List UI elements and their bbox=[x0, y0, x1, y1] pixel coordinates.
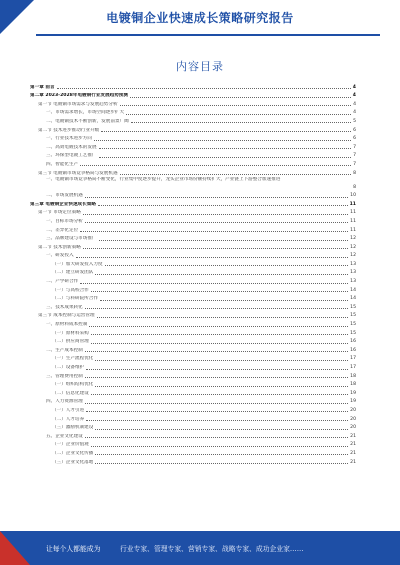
toc-entry-page: 20 bbox=[350, 425, 356, 431]
toc-dot-leader bbox=[89, 326, 348, 327]
toc-entry[interactable] bbox=[30, 151, 356, 160]
toc-entry[interactable] bbox=[30, 388, 356, 397]
toc-entry[interactable] bbox=[30, 457, 356, 466]
toc-entry-label: 第三章 电镀铜企业快速成长策略 bbox=[30, 201, 96, 207]
toc-dot-leader bbox=[85, 308, 348, 309]
toc-entry[interactable] bbox=[30, 259, 356, 268]
toc-dot-leader bbox=[120, 105, 352, 106]
toc-dot-leader bbox=[105, 265, 349, 266]
toc-dot-leader bbox=[76, 257, 349, 258]
toc-entry-page: 12 bbox=[350, 253, 356, 259]
toc-entry-page: 13 bbox=[350, 279, 356, 285]
toc-dot-leader bbox=[95, 463, 348, 464]
toc-dot-leader bbox=[91, 291, 348, 292]
toc-entry-page: 6 bbox=[353, 136, 356, 142]
toc-dot-leader bbox=[126, 114, 351, 115]
toc-entry[interactable] bbox=[30, 285, 356, 294]
toc-entry-label: 三、环保型电镀工艺推广 bbox=[46, 153, 97, 159]
toc-entry[interactable] bbox=[30, 216, 356, 225]
toc-dot-leader bbox=[91, 394, 348, 395]
toc-entry-label: 一、目标市场分析 bbox=[46, 218, 83, 224]
toc-dot-leader bbox=[83, 248, 348, 249]
toc-entry[interactable] bbox=[30, 328, 356, 337]
toc-entry-label: 一、研发投入 bbox=[46, 253, 74, 259]
toc-entry-page: 20 bbox=[350, 416, 356, 422]
toc-entry[interactable] bbox=[30, 116, 356, 125]
toc-entry-page: 18 bbox=[350, 382, 356, 388]
toc-entry-label: 三、技术成果转化 bbox=[46, 304, 83, 310]
toc-entry-label: 三、品牌建设与市场推广 bbox=[46, 236, 97, 242]
toc-dot-leader bbox=[95, 274, 348, 275]
toc-entry-page: 8 bbox=[353, 184, 356, 190]
toc-entry[interactable] bbox=[30, 208, 356, 217]
toc-entry-page: 17 bbox=[350, 356, 356, 362]
toc-entry-label: 第一章 前言 bbox=[30, 84, 55, 90]
toc-entry[interactable] bbox=[30, 99, 356, 108]
toc-dot-leader bbox=[85, 222, 348, 223]
toc-entry[interactable] bbox=[30, 268, 356, 277]
toc-entry-page: 10 bbox=[350, 193, 356, 199]
toc-entry-page: 12 bbox=[350, 236, 356, 242]
toc-entry-page: 18 bbox=[350, 373, 356, 379]
toc-entry-label: 二、高效电镀技术的发展 bbox=[46, 144, 97, 150]
toc-entry[interactable] bbox=[30, 199, 356, 208]
toc-entry[interactable] bbox=[30, 294, 356, 303]
toc-entry-page: 21 bbox=[350, 459, 356, 465]
toc-dot-leader bbox=[98, 205, 348, 206]
toc-entry-page: 15 bbox=[350, 304, 356, 310]
toc-entry-label: （二）供应商管理 bbox=[52, 339, 89, 345]
toc-dot-leader bbox=[91, 446, 348, 447]
table-of-contents bbox=[30, 82, 356, 466]
toc-entry-label: 一、行业技术进步方向 bbox=[46, 136, 92, 142]
toc-entry[interactable] bbox=[30, 405, 356, 414]
toc-entry-page: 14 bbox=[350, 287, 356, 293]
toc-entry-page: 21 bbox=[350, 433, 356, 439]
toc-dot-leader bbox=[91, 343, 348, 344]
toc-entry-label: 第三节 电镀铜市场竞争格局与发展机遇 bbox=[38, 170, 118, 176]
toc-dot-leader bbox=[85, 377, 348, 378]
toc-entry-page: 19 bbox=[350, 399, 356, 405]
document-title: 电镀铜企业快速成长策略研究报告 bbox=[106, 10, 294, 25]
toc-entry[interactable] bbox=[30, 423, 356, 432]
toc-entry-label: （二）企业文化传播 bbox=[52, 450, 94, 456]
toc-entry[interactable] bbox=[30, 251, 356, 260]
toc-entry-label: （二）与科研院所合作 bbox=[52, 296, 98, 302]
toc-entry-page: 7 bbox=[353, 161, 356, 167]
toc-entry-page: 20 bbox=[350, 407, 356, 413]
toc-entry-label: 二、市场发展机遇 bbox=[46, 193, 83, 199]
toc-entry[interactable] bbox=[30, 168, 356, 177]
page-footer bbox=[0, 531, 400, 565]
toc-entry-page: 16 bbox=[350, 347, 356, 353]
toc-entry[interactable] bbox=[30, 225, 356, 234]
toc-entry-page: 15 bbox=[350, 322, 356, 328]
toc-entry[interactable] bbox=[30, 371, 356, 380]
page-header bbox=[0, 0, 400, 34]
toc-entry-label: （一）组织结构优化 bbox=[52, 382, 94, 388]
toc-entry-label: 第二节 技术创新策略 bbox=[38, 244, 81, 250]
toc-entry[interactable] bbox=[30, 311, 356, 320]
toc-entry[interactable] bbox=[30, 125, 356, 134]
toc-entry-label: （一）人才引进 bbox=[52, 407, 85, 413]
toc-dot-leader bbox=[99, 240, 349, 241]
toc-entry-label: 五、企业文化建设 bbox=[46, 433, 83, 439]
toc-entry[interactable] bbox=[30, 142, 356, 151]
toc-entry-page: 6 bbox=[353, 127, 356, 133]
toc-dot-leader bbox=[85, 197, 348, 198]
toc-entry[interactable] bbox=[30, 380, 356, 389]
toc-dot-leader bbox=[131, 122, 351, 123]
toc-entry-label: （二）信息化建设 bbox=[52, 390, 89, 396]
toc-entry-label: 二、产学研合作 bbox=[46, 279, 79, 285]
toc-entry-label: 四、智能化生产 bbox=[46, 161, 79, 167]
toc-entry-label: 二、生产成本控制 bbox=[46, 347, 83, 353]
toc-entry-label: 三、管理费用控制 bbox=[46, 373, 83, 379]
toc-entry-page: 21 bbox=[350, 442, 356, 448]
toc-entry-page: 13 bbox=[350, 261, 356, 267]
toc-entry[interactable] bbox=[30, 431, 356, 440]
toc-entry-page: 5 bbox=[353, 118, 356, 124]
toc-dot-leader bbox=[100, 300, 348, 301]
toc-entry-page: 13 bbox=[350, 270, 356, 276]
toc-entry[interactable] bbox=[30, 345, 356, 354]
toc-entry-label: （一）原材料采购 bbox=[52, 330, 89, 336]
toc-dot-leader bbox=[85, 437, 348, 438]
toc-entry-label: 第二章 2023-2028年电镀铜行业发展趋势预测 bbox=[30, 93, 128, 99]
toc-entry-label: （一）与高校合作 bbox=[52, 287, 89, 293]
toc-dot-leader bbox=[85, 351, 348, 352]
toc-entry-label: （一）企业价值观 bbox=[52, 442, 89, 448]
toc-entry[interactable] bbox=[30, 108, 356, 117]
toc-dot-leader bbox=[85, 403, 348, 404]
toc-entry[interactable] bbox=[30, 82, 356, 91]
toc-entry-page: 11 bbox=[350, 227, 356, 233]
toc-entry[interactable] bbox=[30, 177, 356, 191]
toc-entry[interactable] bbox=[30, 191, 356, 200]
toc-entry[interactable] bbox=[30, 440, 356, 449]
toc-entry-label: 第三节 成本控制与运营管理 bbox=[38, 313, 95, 319]
toc-entry-page: 4 bbox=[352, 93, 356, 99]
toc-dot-leader bbox=[95, 360, 348, 361]
toc-entry[interactable] bbox=[30, 159, 356, 168]
toc-dot-leader bbox=[86, 369, 348, 370]
toc-entry-label: （一）加大研发投入力度 bbox=[52, 261, 103, 267]
toc-entry[interactable] bbox=[30, 319, 356, 328]
toc-dot-leader bbox=[94, 140, 351, 141]
toc-entry-label: （一）生产流程优化 bbox=[52, 356, 94, 362]
toc-entry-page: 8 bbox=[353, 170, 356, 176]
toc-entry[interactable] bbox=[30, 242, 356, 251]
toc-dot-leader bbox=[86, 420, 348, 421]
toc-entry-label: 一、电镀铜市场竞争格局不断变化，行业集中度逐步提升，龙头企业市场份额持续扩大，产业链上下游整合加速推进 bbox=[46, 176, 281, 182]
toc-entry-page: 11 bbox=[350, 218, 356, 224]
toc-entry-page: 12 bbox=[350, 244, 356, 250]
toc-entry-page: 15 bbox=[350, 313, 356, 319]
toc-entry-label: 二、差异化定位 bbox=[46, 227, 79, 233]
toc-dot-leader bbox=[120, 174, 352, 175]
toc-dot-leader bbox=[80, 165, 351, 166]
footer-tagline: 行业专家、管理专家、营销专家、战略专家、成功企业家…… bbox=[120, 545, 304, 553]
toc-entry-label: 第一节 市场定位策略 bbox=[38, 210, 81, 216]
toc-dot-leader bbox=[91, 334, 348, 335]
toc-entry[interactable] bbox=[30, 362, 356, 371]
toc-entry[interactable] bbox=[30, 414, 356, 423]
toc-entry-page: 4 bbox=[353, 101, 356, 107]
toc-entry-label: （二）人才培养 bbox=[52, 416, 85, 422]
toc-entry[interactable] bbox=[30, 302, 356, 311]
toc-entry-page: 16 bbox=[350, 339, 356, 345]
footer-corner-decoration bbox=[0, 531, 30, 565]
toc-entry-page: 4 bbox=[352, 84, 356, 90]
toc-entry[interactable] bbox=[30, 397, 356, 406]
toc-dot-leader bbox=[101, 131, 351, 132]
toc-entry-label: （三）企业文化落地 bbox=[52, 459, 94, 465]
toc-entry-label: （二）建立研发团队 bbox=[52, 270, 94, 276]
toc-dot-leader bbox=[95, 386, 348, 387]
toc-heading: 内容目录 bbox=[176, 60, 224, 73]
toc-dot-leader bbox=[83, 214, 348, 215]
toc-entry-label: 四、人力资源管理 bbox=[46, 399, 83, 405]
toc-dot-leader bbox=[57, 88, 351, 89]
toc-dot-leader bbox=[95, 429, 348, 430]
toc-entry-label: 二、电镀铜技术不断创新，发展前景广阔 bbox=[46, 118, 129, 124]
toc-dot-leader bbox=[80, 283, 348, 284]
toc-entry-page: 14 bbox=[350, 296, 356, 302]
toc-entry-label: 第二节 技术进步推动行业升级 bbox=[38, 127, 100, 133]
toc-entry[interactable] bbox=[30, 234, 356, 243]
toc-entry-page: 17 bbox=[350, 365, 356, 370]
toc-entry[interactable] bbox=[30, 134, 356, 143]
toc-entry-page: 19 bbox=[350, 390, 356, 396]
toc-entry-page: 7 bbox=[353, 153, 356, 159]
toc-entry-label: （二）设备维护 bbox=[52, 365, 85, 370]
toc-entry[interactable] bbox=[30, 337, 356, 346]
toc-entry[interactable] bbox=[30, 354, 356, 363]
toc-entry-page: 11 bbox=[349, 201, 356, 207]
toc-entry-label: 第一节 电镀铜市场需求与发展趋势分析 bbox=[38, 101, 118, 107]
toc-dot-leader bbox=[99, 148, 352, 149]
toc-entry-page: 7 bbox=[353, 144, 356, 150]
toc-dot-leader bbox=[80, 231, 348, 232]
toc-dot-leader bbox=[99, 157, 352, 158]
toc-dot-leader bbox=[97, 317, 349, 318]
toc-entry-page: 4 bbox=[353, 110, 356, 116]
toc-entry-label: 一、市场需求增长，市场空间逐步扩大 bbox=[46, 110, 125, 116]
toc-dot-leader bbox=[95, 454, 348, 455]
toc-entry-page: 21 bbox=[350, 450, 356, 456]
toc-entry-page: 11 bbox=[350, 210, 356, 216]
toc-entry-label: （三）激励机制建设 bbox=[52, 425, 94, 431]
toc-dot-leader bbox=[86, 411, 348, 412]
toc-dot-leader bbox=[130, 97, 351, 98]
toc-entry[interactable] bbox=[30, 448, 356, 457]
toc-entry[interactable] bbox=[30, 91, 356, 100]
footer-slogan: 让每个人都能成为 bbox=[46, 545, 101, 553]
header-divider bbox=[36, 34, 380, 36]
toc-entry-label: 一、原材料成本控制 bbox=[46, 322, 88, 328]
toc-entry[interactable] bbox=[30, 276, 356, 285]
toc-entry-page: 15 bbox=[350, 330, 356, 336]
